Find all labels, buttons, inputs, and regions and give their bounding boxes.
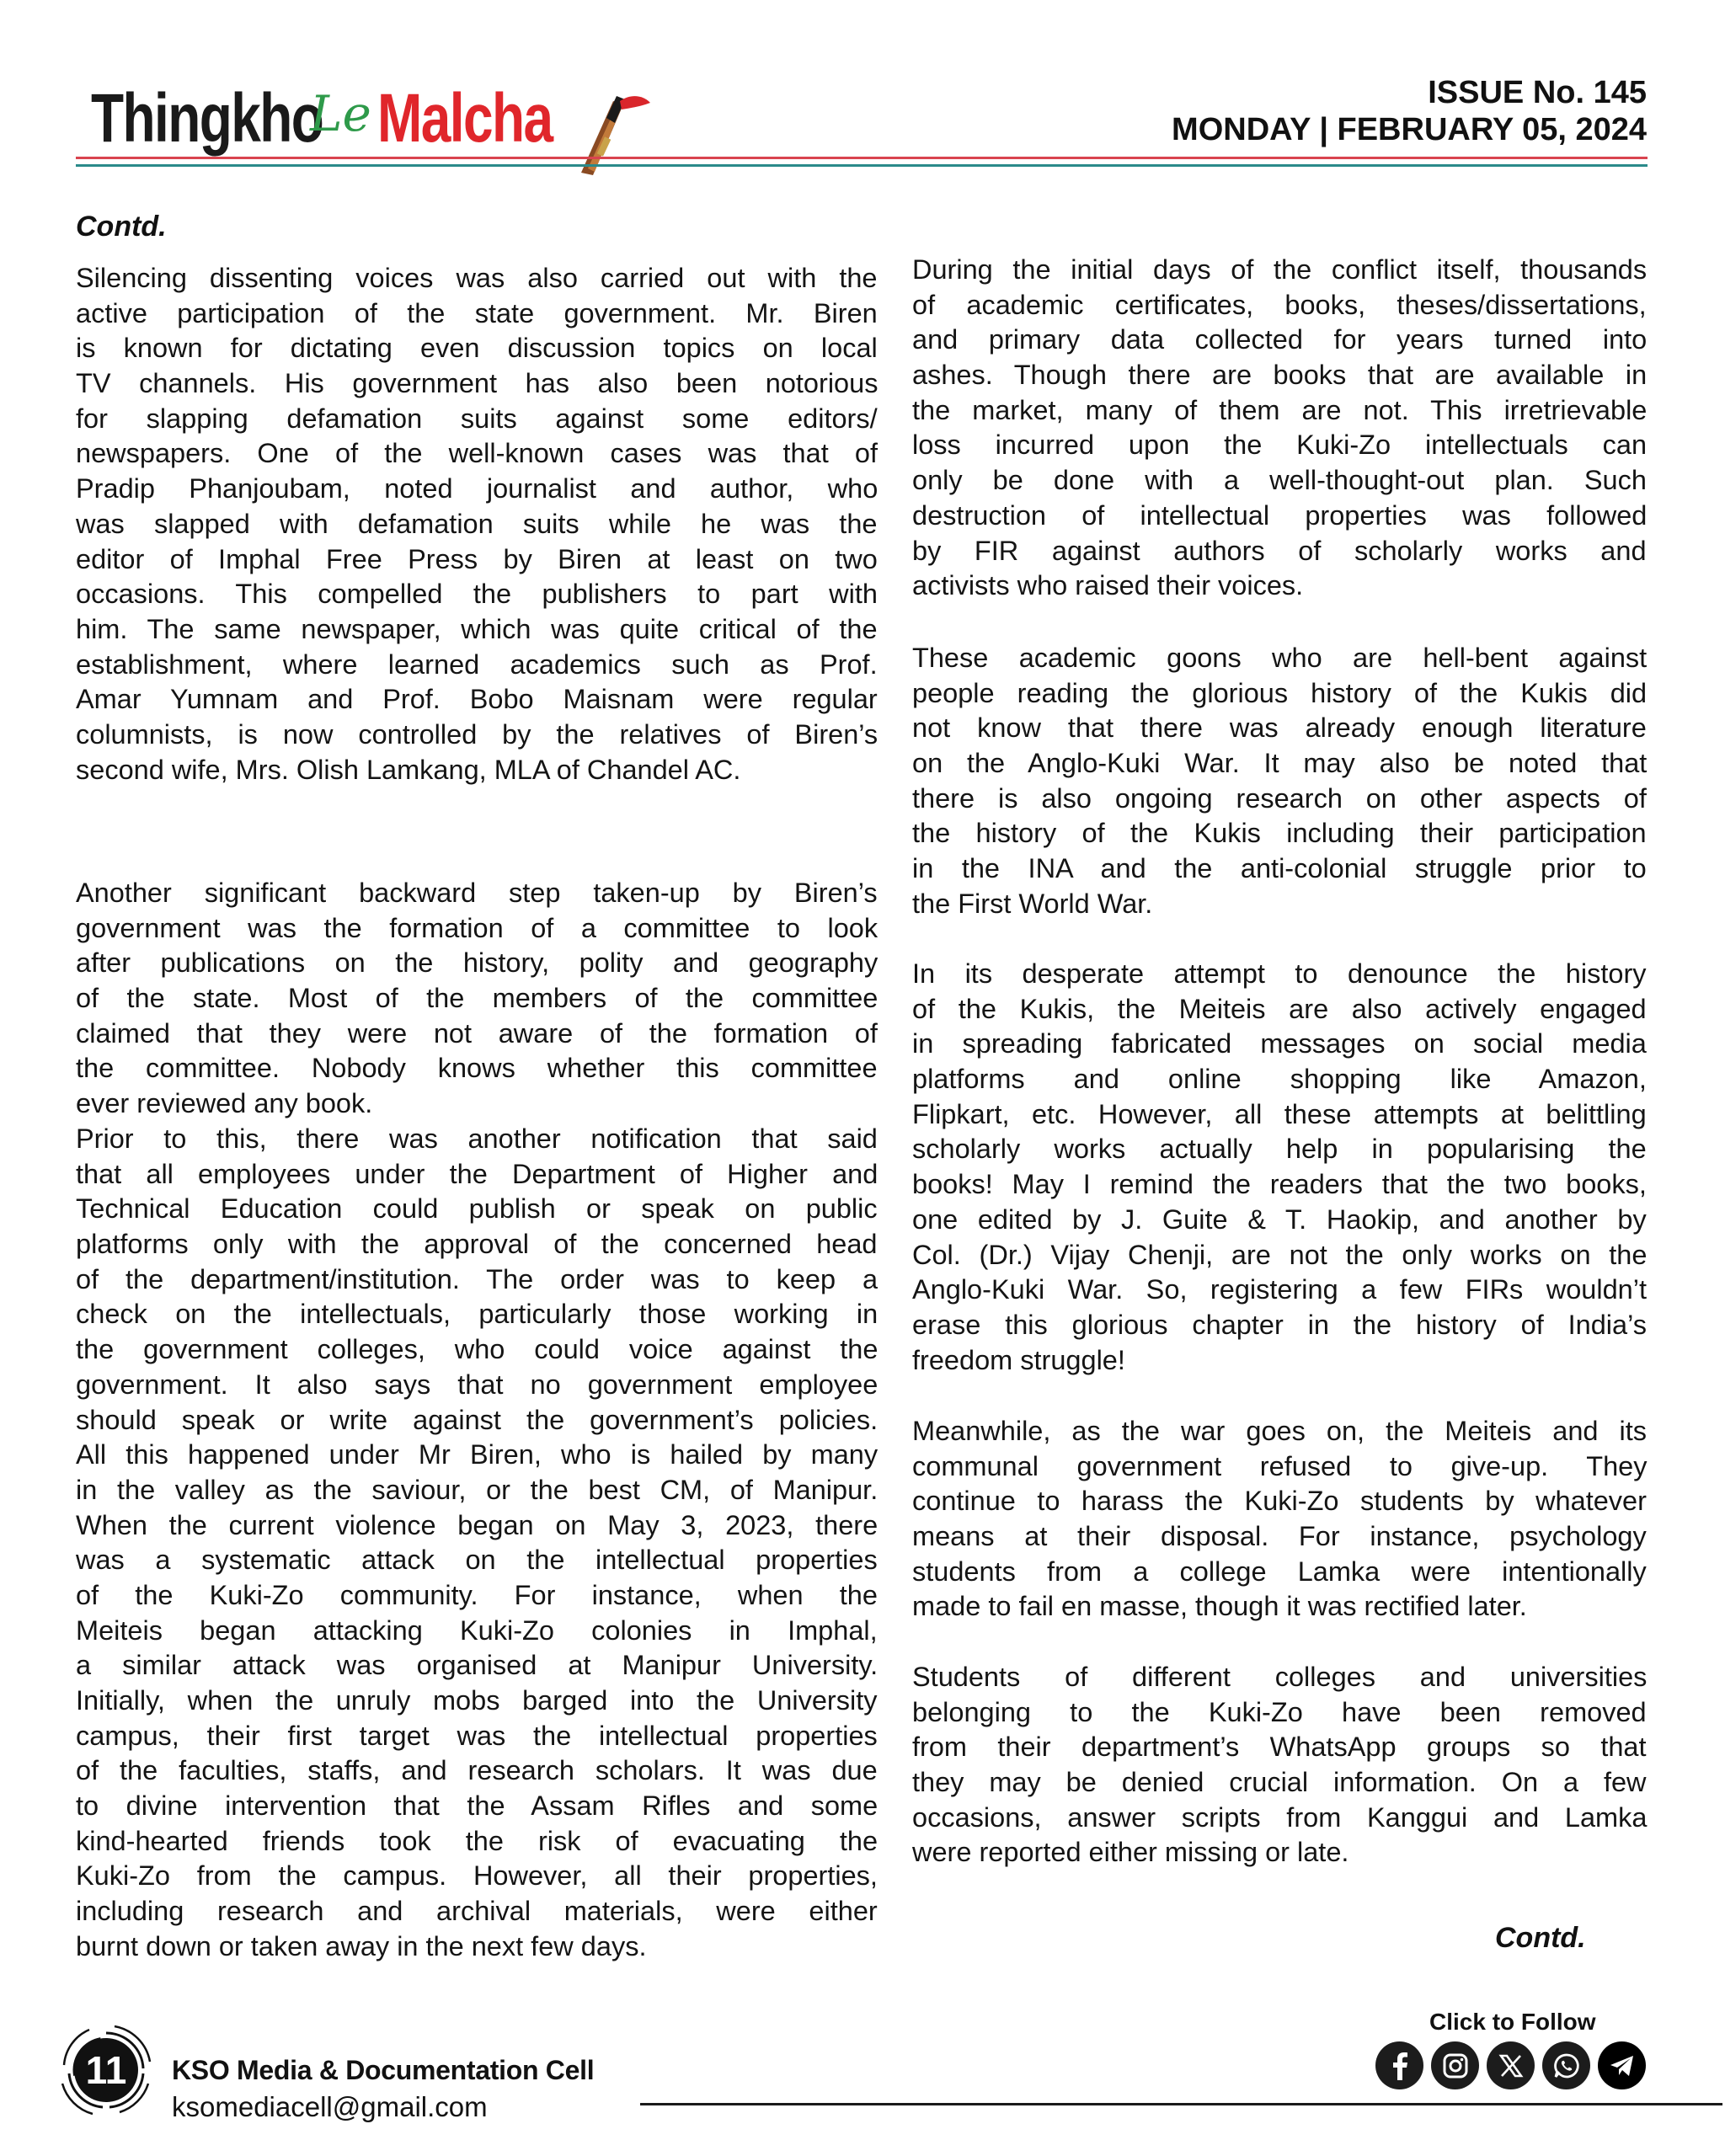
article-line: newspapers. One of the well-known cases was that of — [76, 438, 878, 469]
article-line: Col. (Dr.) Vijay Chenji, are not the only works on the — [912, 1239, 1648, 1270]
article-line: Anglo-Kuki War. So, registering a few FIRs wouldn’t — [912, 1274, 1647, 1305]
article-line: the history of the Kukis including their participation — [912, 818, 1647, 849]
article-line: the First World War. — [912, 888, 1153, 919]
article-line: communal government refused to give-up. They — [912, 1450, 1648, 1481]
article-paragraph — [912, 641, 1647, 922]
article-line: in spreading fabricated messages on social media — [912, 1028, 1647, 1059]
article-line: of the department/institution. The order was to keep a — [76, 1263, 879, 1294]
article-line: including research and archival materials, were either — [76, 1896, 878, 1927]
issue-info — [1172, 74, 1647, 148]
article-line: of the Kuki-Zo community. For instance, when the — [76, 1579, 878, 1610]
article-line: occasions. This compelled the publishers to part with — [76, 579, 878, 610]
article-line: When the current violence began on May 3, 2023, there — [76, 1509, 879, 1540]
article-line: ashes. Though there are books that are available in — [912, 360, 1648, 391]
article-line: Students of different colleges and universities — [912, 1662, 1648, 1692]
article-line: TV channels. His government has also been notorious — [76, 368, 879, 399]
article-line: Flipkart, etc. However, all these attempts at belittling — [912, 1098, 1647, 1129]
article-line: platforms only with the approval of the concerned head — [76, 1229, 878, 1260]
article-line: that all employees under the Department of Higher and — [76, 1158, 879, 1189]
issue-date: MONDAY | FEBRUARY 05, 2024 — [1172, 112, 1647, 147]
continued-label-top: Contd. — [76, 211, 167, 243]
article-line: Prior to this, there was another notification that said — [76, 1123, 878, 1154]
article-line: they may be denied crucial information. On a few — [912, 1767, 1647, 1798]
article-paragraph — [76, 876, 878, 1122]
article-line: erase this glorious chapter in the history of India’s — [912, 1309, 1647, 1340]
article-paragraph — [912, 1414, 1647, 1625]
svg-text:11: 11 — [85, 2048, 127, 2092]
article-line: All this happened under Mr Biren, who is hailed by many — [76, 1439, 879, 1470]
article-line: by FIR against authors of scholarly works and — [912, 535, 1647, 566]
header-rule-red — [76, 157, 1648, 159]
article-line: continue to harass the Kuki-Zo students by whatever — [912, 1486, 1647, 1517]
follow-label: Click to Follow — [1429, 2009, 1596, 2035]
article-line: scholarly works actually help in popularising the — [912, 1134, 1647, 1165]
article-line: government. It also says that no government employee — [76, 1369, 879, 1400]
article-line: and primary data collected for years turned into — [912, 324, 1648, 355]
article-line: second wife, Mrs. Olish Lamkang, MLA of Chandel AC. — [76, 754, 741, 785]
article-line: platforms and online shopping like Amazon, — [912, 1064, 1647, 1095]
article-paragraph — [76, 261, 878, 787]
article-line: loss incurred upon the Kuki-Zo intellectuals can — [912, 430, 1648, 461]
article-line: belonging to the Kuki-Zo have been removed — [912, 1696, 1647, 1727]
continued-label-bottom: Contd. — [1495, 1922, 1586, 1954]
social-links — [1375, 2041, 1646, 2089]
article-line: after publications on the history, polity and geography — [76, 947, 879, 979]
article-line: burnt down or taken away in the next few days. — [76, 1930, 647, 1961]
page-badge-ring-icon — [56, 2020, 157, 2121]
article-line: people reading the glorious history of the Kukis did — [912, 677, 1648, 708]
logo-text-malcha: Malcha — [377, 80, 553, 157]
instagram-icon[interactable] — [1431, 2041, 1479, 2089]
facebook-icon[interactable] — [1375, 2041, 1423, 2089]
article-line: columnists, is now controlled by the relatives of Biren’s — [76, 718, 879, 750]
article-line: campus, their first target was the intellectual properties — [76, 1720, 878, 1751]
article-paragraph — [912, 253, 1647, 604]
article-line: During the initial days of the conflict itself, thousands — [912, 254, 1648, 285]
article-line: kind-hearted friends took the risk of evacuating the — [76, 1825, 879, 1856]
article-line: should speak or write against the government’s policies. — [76, 1404, 879, 1435]
contact-email[interactable]: ksomediacell@gmail.com — [172, 2091, 488, 2122]
article-line: means at their disposal. For instance, psychology — [912, 1521, 1647, 1552]
article-line: of the Kukis, the Meiteis are also actively engaged — [912, 993, 1647, 1024]
article-paragraph — [912, 957, 1647, 1378]
article-line: establishment, where learned academics such as Prof. — [76, 648, 878, 680]
article-line: of academic certificates, books, theses/dissertations, — [912, 289, 1647, 320]
logo-text-le: Le — [310, 85, 371, 142]
article-line: destruction of intellectual properties was followed — [912, 499, 1648, 531]
telegram-icon[interactable] — [1598, 2041, 1646, 2089]
footer-divider — [640, 2103, 1722, 2105]
article-line: from their department’s WhatsApp groups so that — [912, 1732, 1647, 1763]
article-line: of the state. Most of the members of the committee — [76, 983, 879, 1014]
article-line: in the valley as the saviour, or the best CM, of Manipur. — [76, 1474, 879, 1505]
article-line: Kuki-Zo from the campus. However, all their properties, — [76, 1860, 878, 1892]
article-line: students from a college Lamka were intentionally — [912, 1556, 1647, 1587]
header-rule-teal — [76, 164, 1648, 167]
article-line: Technical Education could publish or speak on public — [76, 1193, 878, 1225]
article-line: government was the formation of a committee to look — [76, 912, 879, 943]
article-line: Pradip Phanjoubam, noted journalist and author, who — [76, 473, 879, 504]
article-line: a similar attack was organised at Manipur University. — [76, 1650, 879, 1681]
article-line: for slapping defamation suits against some editors/ — [76, 403, 878, 434]
article-column-left — [76, 261, 878, 1979]
article-line: one edited by J. Guite & T. Haokip, and another by — [912, 1203, 1647, 1235]
issue-number: ISSUE No. 145 — [1428, 75, 1647, 110]
article-line: were reported either missing or late. — [912, 1837, 1349, 1868]
article-line: activists who raised their voices. — [912, 570, 1304, 601]
article-line: active participation of the state government. Mr. Biren — [76, 297, 878, 328]
article-line: to divine intervention that the Assam Rifles and some — [76, 1790, 879, 1822]
article-line: Initially, when the unruly mobs barged into the University — [76, 1685, 878, 1716]
article-line: ever reviewed any book. — [76, 1088, 373, 1119]
article-line: check on the intellectuals, particularly those working in — [76, 1299, 879, 1330]
whatsapp-icon[interactable] — [1542, 2041, 1590, 2089]
article-line: Silencing dissenting voices was also carried out with the — [76, 263, 878, 293]
article-line: occasions, answer scripts from Kanggui and Lamka — [912, 1801, 1648, 1833]
organization-name: KSO Media & Documentation Cell — [172, 2055, 595, 2085]
article-line: Meiteis began attacking Kuki-Zo colonies in Imphal, — [76, 1614, 878, 1646]
article-line: on the Anglo-Kuki War. It may also be noted that — [912, 748, 1648, 779]
article-line: the market, many of them are not. This irretrievable — [912, 394, 1648, 425]
article-line: made to fail en masse, though it was rectified later. — [912, 1591, 1527, 1622]
article-line: in the INA and the anti-colonial struggle prior to — [912, 853, 1647, 884]
logo-text-thingkho: Thingkho — [91, 80, 323, 157]
page-number-badge — [56, 2020, 157, 2121]
article-line: These academic goons who are hell-bent against — [912, 643, 1648, 673]
article-line: not know that there was already enough literature — [912, 712, 1647, 744]
article-line: Amar Yumnam and Prof. Bobo Maisnam were regular — [76, 684, 878, 715]
article-line: the committee. Nobody knows whether this committee — [76, 1053, 878, 1084]
article-line: is known for dictating even discussion topics on local — [76, 333, 878, 364]
article-paragraph — [912, 1660, 1647, 1870]
article-line: editor of Imphal Free Press by Biren at least on two — [76, 543, 878, 574]
article-line: In its desperate attempt to denounce the history — [912, 958, 1647, 989]
article-line: him. The same newspaper, which was quite critical of the — [76, 613, 878, 644]
article-line: was a systematic attack on the intellectual properties — [76, 1545, 878, 1576]
article-line: Another significant backward step taken-up by Biren’s — [76, 878, 878, 908]
article-line: the government colleges, who could voice against the — [76, 1334, 879, 1365]
article-line: books! May I remind the readers that the two books, — [912, 1169, 1647, 1200]
feather-bundle-icon — [573, 84, 665, 177]
article-line: claimed that they were not aware of the formation of — [76, 1017, 878, 1049]
article-column-right — [912, 253, 1647, 1971]
article-line: freedom struggle! — [912, 1344, 1125, 1375]
article-line: was slapped with defamation suits while he was the — [76, 508, 878, 539]
x-icon[interactable] — [1487, 2041, 1535, 2089]
article-paragraph — [76, 1122, 878, 1965]
article-line: only be done with a well-thought-out plan. Such — [912, 465, 1647, 496]
article-line: of the faculties, staffs, and research scholars. It was due — [76, 1755, 878, 1786]
article-line: there is also ongoing research on other aspects of — [912, 782, 1647, 814]
article-line: Meanwhile, as the war goes on, the Meiteis and its — [912, 1416, 1648, 1446]
